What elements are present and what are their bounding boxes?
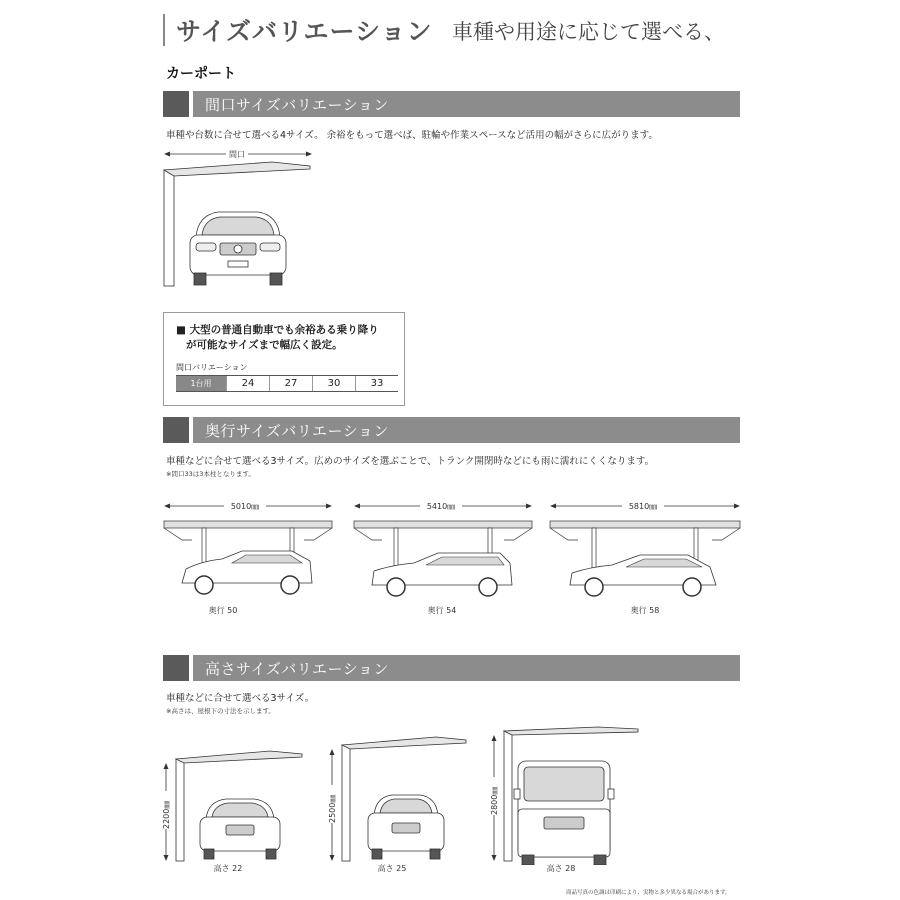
info-heading-line-2: が可能なサイズまで幅広く設定。 <box>186 339 343 351</box>
depth-caption: 奥行 54 <box>427 606 457 615</box>
section-title: 間口サイズバリエーション <box>205 96 389 114</box>
product-name: カーポート <box>166 66 236 82</box>
depth-caption: 奥行 58 <box>630 606 660 615</box>
height-dimension-label: 2500㎜ <box>328 794 337 823</box>
height-caption: 高さ 28 <box>546 864 576 873</box>
depth-unit-50 <box>164 500 332 594</box>
width-carport-illustration <box>160 145 330 290</box>
section-header-width <box>163 91 740 117</box>
section-header-depth <box>163 417 740 443</box>
variation-label: 間口バリエーション <box>176 363 248 372</box>
height-caption: 高さ 25 <box>377 864 407 873</box>
depth-unit-58 <box>550 500 740 596</box>
section-description: 車種などに合せて選べる3サイズ。広めのサイズを選ぶことで、トランク開閉時などにも雨に濡れにくくなります。 <box>166 456 655 467</box>
depth-dimension-label: 5010㎜ <box>230 502 260 511</box>
width-size-table <box>176 375 398 392</box>
size-table-cell: 24 <box>226 376 269 391</box>
depth-carport-illustrations <box>160 495 750 610</box>
height-unit-22 <box>161 751 302 861</box>
section-note: ※高さは、屋根下の寸法を示します。 <box>166 707 275 715</box>
height-dimension-label: 2800㎜ <box>490 786 499 815</box>
size-table-cell: 30 <box>312 376 355 391</box>
depth-dimension-label: 5410㎜ <box>426 502 456 511</box>
height-caption: 高さ 22 <box>213 864 243 873</box>
height-carport-illustrations <box>160 725 660 865</box>
size-table-cell: 33 <box>355 376 398 391</box>
section-description: 車種や台数に合せて選べる4サイズ。 余裕をもって選べば、駐輪や作業スペースなど活用の幅がさらに広がります。 <box>166 130 658 141</box>
page-title: サイズバリエーション <box>176 17 433 46</box>
height-unit-28 <box>489 727 638 865</box>
size-table-cell: 27 <box>269 376 312 391</box>
page-subtitle: 車種や用途に応じて選べる、 <box>452 20 725 44</box>
footnote: 商品写真の色調は印刷により、実物と多少異なる場合があります。 <box>566 890 731 896</box>
depth-dimension-label: 5810㎜ <box>628 502 658 511</box>
section-note: ※間口33は3本柱となります。 <box>166 470 255 478</box>
width-info-box <box>163 312 405 406</box>
width-dimension-label: 間口 <box>229 150 245 159</box>
size-table-head: 1台用 <box>176 376 226 391</box>
section-header-height <box>163 655 740 681</box>
height-dimension-label: 2200㎜ <box>162 800 171 829</box>
section-title: 奥行サイズバリエーション <box>205 422 389 440</box>
depth-unit-54 <box>354 500 532 596</box>
section-description: 車種などに合せて選べる3サイズ。 <box>166 693 315 704</box>
info-box-heading <box>176 323 379 353</box>
title-accent-bar <box>163 14 165 46</box>
section-title: 高さサイズバリエーション <box>205 660 389 678</box>
height-unit-25 <box>327 737 466 861</box>
info-heading-line-1: ■ 大型の普通自動車でも余裕ある乗り降り <box>176 324 379 336</box>
depth-caption: 奥行 50 <box>208 606 238 615</box>
